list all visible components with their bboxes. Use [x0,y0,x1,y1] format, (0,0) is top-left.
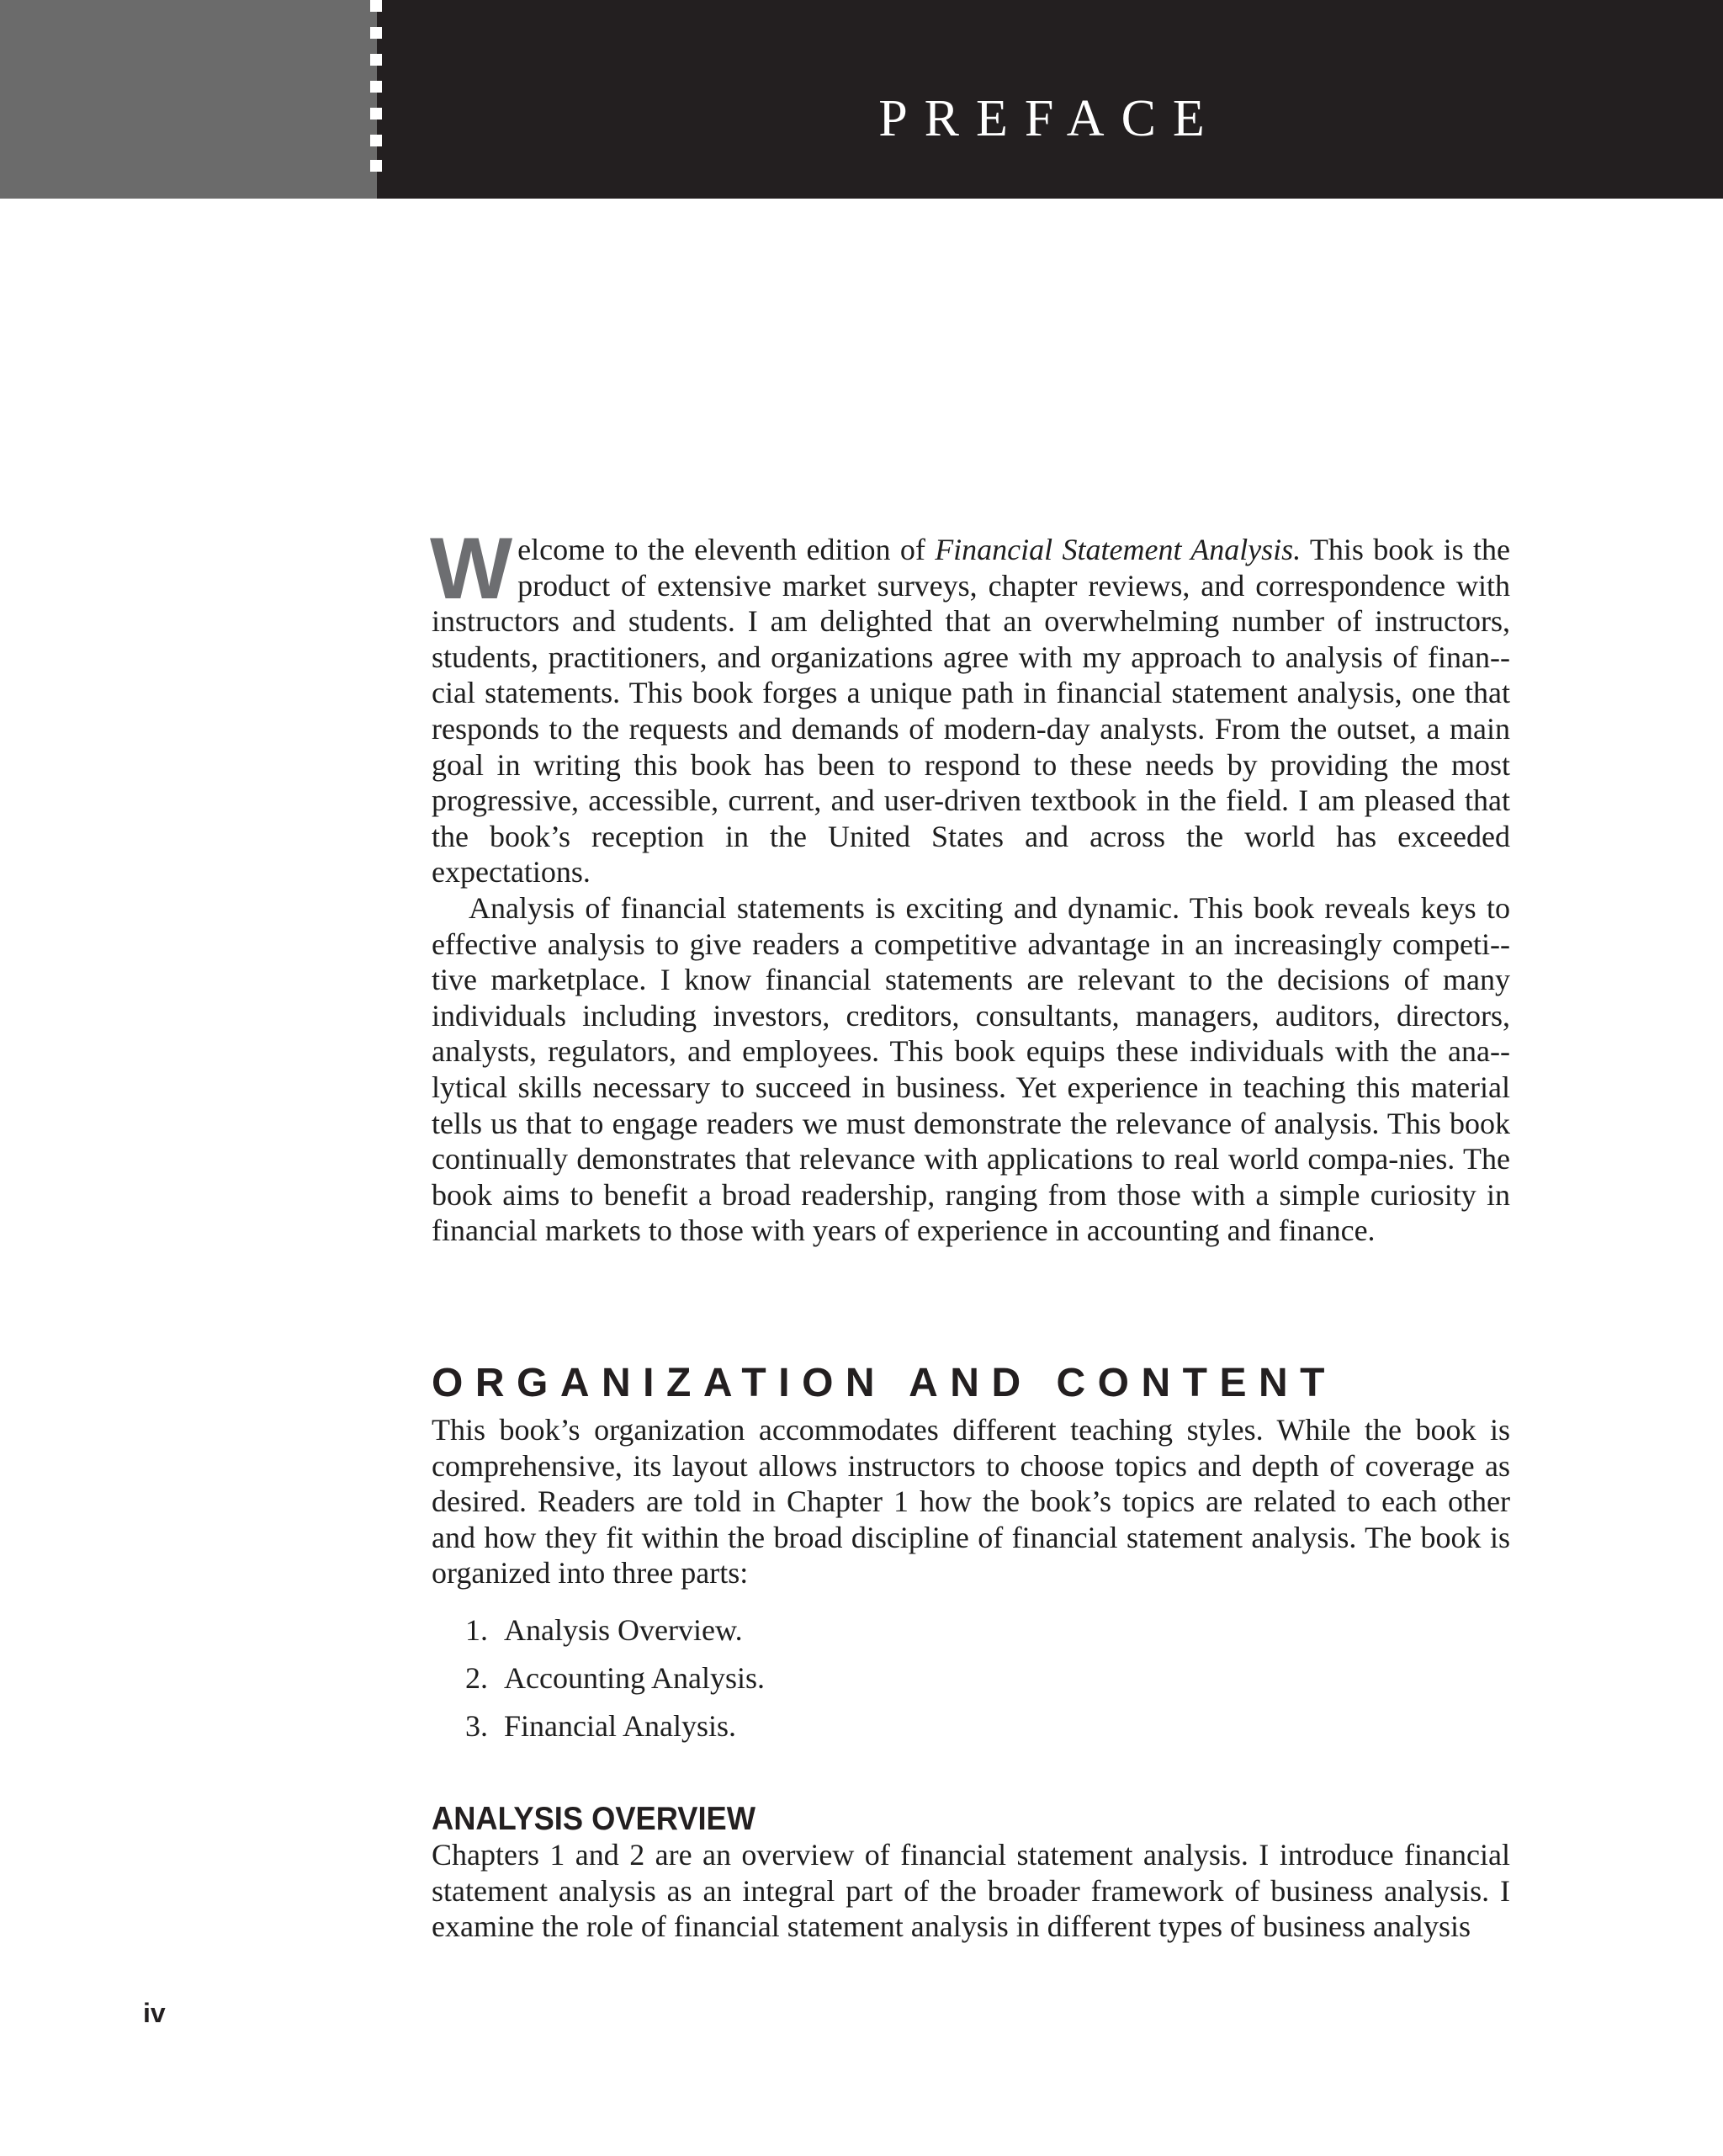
chapter-header [0,0,1723,199]
organization-paragraph: This book’s organization accommodates different teaching styles. While the book is comprehensive, its layout allows instructors to choose topics and depth of coverage as desired. Readers are told in Chapter 1 how the book’s topics are related to each other and how they fit within the broad discipline of financial statement analysis. The book is organized into three parts: [432,1413,1510,1590]
list-item-number: 2. [465,1661,488,1695]
analysis-overview-section [432,1837,1510,1945]
list-item-label: Accounting Analysis. [504,1661,765,1695]
intro-p1-lead: elcome to the eleventh edition of [517,533,936,566]
list-item [465,1612,765,1660]
analysis-overview-paragraph: Chapters 1 and 2 are an overview of financial statement analysis. I introduce financial statement analysis as an integral part of the broader framework of business analysis. I examine the role of financial statement analysis in different types of business analysis [432,1838,1510,1944]
list-item-number: 1. [465,1613,488,1647]
section-heading-organization: ORGANIZATION AND CONTENT [432,1361,1337,1405]
subheading-analysis-overview: ANALYSIS OVERVIEW [432,1801,755,1837]
organization-section [432,1412,1510,1591]
intro-paragraph-2: Analysis of financial statements is exciting and dynamic. This book reveals keys to effective analysis to give readers a competitive advantage in an increasingly competi-tive marketplace. I know financial statements are relevant to the decisions of many individuals including investors, creditors, consultants, managers, auditors, directors, analysts, regulators, and employees. This book equips these individuals with the ana-lytical skills necessary to succeed in business. Yet experience in teaching this material tells us that to engage readers we must demonstrate the relevance of analysis. This book continually demonstrates that relevance with applications to real world compa-nies. The book aims to benefit a broad readership, ranging from those with a simple curiosity in financial markets to those with years of experience in accounting and finance. [432,890,1510,1248]
list-item-label: Financial Analysis. [504,1709,736,1743]
list-item [465,1660,765,1708]
list-item [465,1708,765,1756]
list-item-label: Analysis Overview. [504,1613,743,1647]
page-title: PREFACE [878,90,1222,147]
page-number: iv [143,1998,166,2028]
list-item-number: 3. [465,1709,488,1743]
drop-cap: W [430,520,513,618]
book-title-italic: Financial Statement Analysis. [935,533,1302,566]
header-dotted-divider [370,0,382,173]
header-gray-block [0,0,377,199]
intro-section [430,520,1510,1249]
parts-list [465,1612,765,1756]
intro-p1-rest: This book is the product of extensive market surveys, chapter reviews, and correspondence with instructors and students. I am delighted that an overwhelming number of instructors, students, practitioners, and organizations agree with my approach to analysis of finan-cial statements. This book forges a unique path in financial statement analysis, one that responds to the requests and demands of modern-day analysts. From the outset, a main goal in writing this book has been to respond to these needs by providing the most progressive, accessible, current, and user-driven textbook in the field. I am pleased that the book’s reception in the United States and across the world has exceeded expectations. [432,533,1510,889]
intro-paragraph-1 [430,520,1510,890]
